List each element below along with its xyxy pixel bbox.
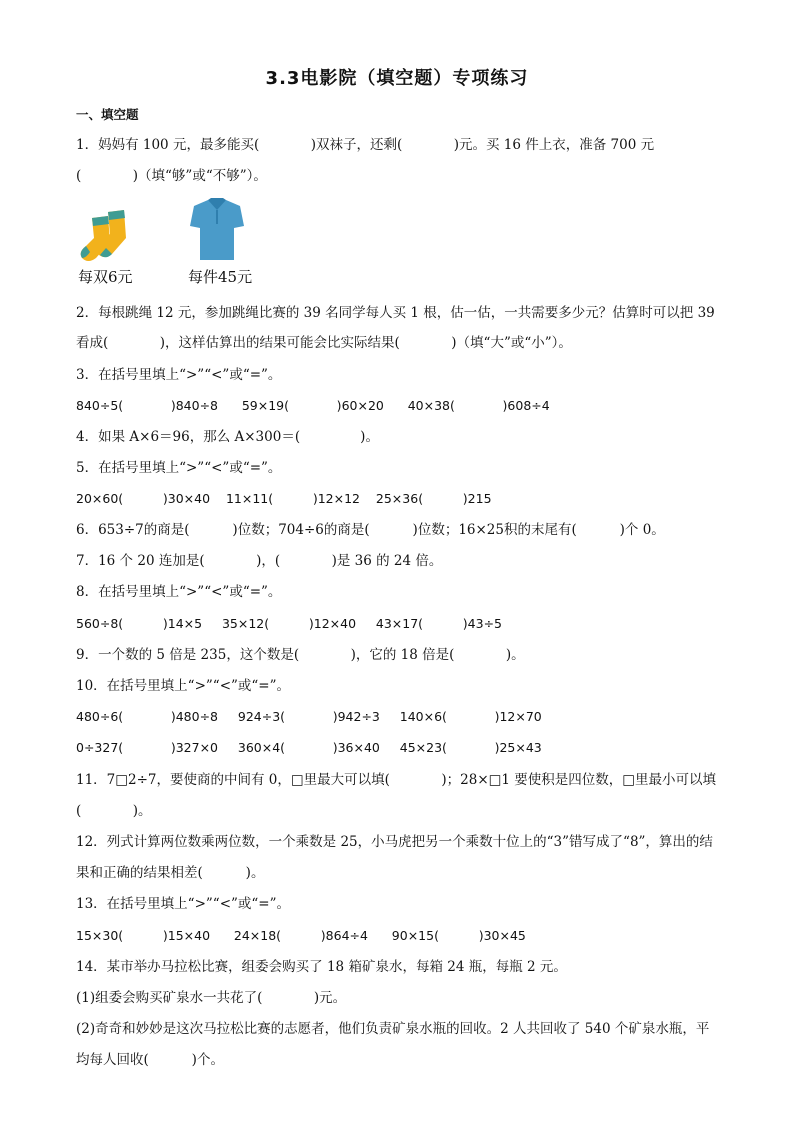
q13-prompt: 13．在括号里填上“>”“<”或“=”。 bbox=[76, 896, 291, 912]
q1-line2: ( )（填“够”或“不够”）。 bbox=[76, 168, 267, 184]
q1-line1: 1．妈妈有 100 元，最多能买( )双袜子，还剩( )元。买 16 件上衣，准备 700 元 bbox=[76, 137, 655, 153]
q8-prompt: 8．在括号里填上“>”“<”或“=”。 bbox=[76, 584, 282, 600]
q7-line: 7．16 个 20 连加是( )，( )是 36 的 24 倍。 bbox=[76, 553, 443, 569]
section-heading: 一、填空题 bbox=[76, 107, 139, 122]
q5-comparisons: 20×60( )30×40 11×11( )12×12 25×36( )215 bbox=[76, 491, 492, 506]
q4-line: 4．如果 A×6＝96，那么 A×300＝( )。 bbox=[76, 429, 379, 445]
q2-line2: 看成( )，这样估算出的结果可能会比实际结果( )（填“大”或“小”）。 bbox=[76, 335, 572, 351]
q2-line1: 2．每根跳绳 12 元，参加跳绳比赛的 39 名同学每人买 1 根，估一估，一共需要多少元？估算时可以把 39 bbox=[76, 305, 715, 321]
q6-line: 6．653÷7的商是( )位数；704÷6的商是( )位数；16×25积的末尾有( )个 0。 bbox=[76, 522, 665, 538]
q8-comparisons: 560÷8( )14×5 35×12( )12×40 43×17( )43÷5 bbox=[76, 616, 503, 631]
q12-line2: 果和正确的结果相差( )。 bbox=[76, 865, 265, 881]
q13-comparisons: 15×30( )15×40 24×18( )864÷4 90×15( )30×45 bbox=[76, 928, 526, 943]
q12-line1: 12．列式计算两位数乘两位数，一个乘数是 25，小马虎把另一个乘数十位上的“3”错写成了“8”，算出的结 bbox=[76, 834, 713, 850]
shirt-price-caption: 每件45元 bbox=[188, 268, 253, 286]
socks-image bbox=[78, 208, 142, 264]
q3-comparisons: 840÷5( )840÷8 59×19( )60×20 40×38( )608÷4 bbox=[76, 398, 550, 413]
q14-part2-line2: 均每人回收( )个。 bbox=[76, 1052, 224, 1068]
q14-part2-line1: (2)奇奇和妙妙是这次马拉松比赛的志愿者，他们负责矿泉水瓶的回收。2 人共回收了 540 个矿泉水瓶，平 bbox=[76, 1021, 710, 1037]
socks-price-caption: 每双6元 bbox=[78, 268, 133, 286]
q5-prompt: 5．在括号里填上“>”“<”或“=”。 bbox=[76, 460, 282, 476]
shirt-image bbox=[190, 198, 244, 262]
page-title: 3.3电影院（填空题）专项练习 bbox=[265, 68, 529, 89]
q10-prompt: 10．在括号里填上“>”“<”或“=”。 bbox=[76, 678, 291, 694]
q10-comparisons-row2: 0÷327( )327×0 360×4( )36×40 45×23( )25×43 bbox=[76, 740, 542, 755]
q9-line: 9．一个数的 5 倍是 235，这个数是( )，它的 18 倍是( )。 bbox=[76, 647, 525, 663]
q3-prompt: 3．在括号里填上“>”“<”或“=”。 bbox=[76, 367, 282, 383]
q14-part1: (1)组委会购买矿泉水一共花了( )元。 bbox=[76, 990, 347, 1006]
q10-comparisons-row1: 480÷6( )480÷8 924÷3( )942÷3 140×6( )12×70 bbox=[76, 709, 542, 724]
q11-line2: ( )。 bbox=[76, 803, 152, 819]
q14-intro: 14．某市举办马拉松比赛，组委会购买了 18 箱矿泉水，每箱 24 瓶，每瓶 2 元。 bbox=[76, 959, 567, 975]
q11-line1: 11．7□2÷7，要使商的中间有 0，□里最大可以填( )；28×□1 要使积是四位数，□里最小可以填 bbox=[76, 772, 717, 788]
